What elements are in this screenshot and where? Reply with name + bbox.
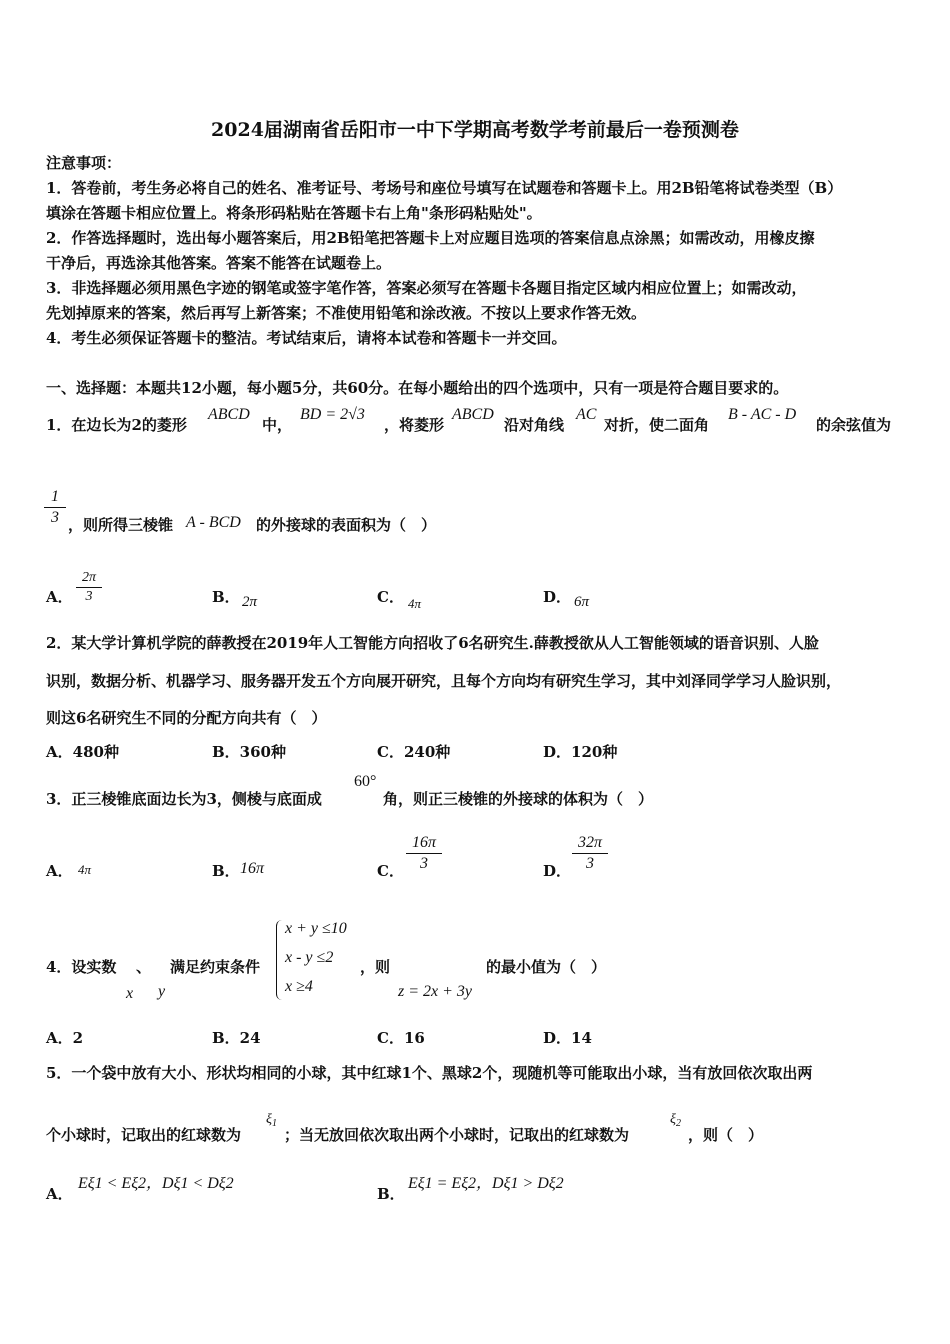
q1-math-bd: BD = 2√3	[300, 406, 365, 423]
notice-line: 干净后，再选涂其他答案。答案不能答在试题卷上。	[46, 254, 392, 272]
q3-math-degree: 60°	[354, 773, 377, 790]
q4-text: 4．设实数	[46, 958, 117, 976]
page-title: 2024届湖南省岳阳市一中下学期高考数学考前最后一卷预测卷	[211, 119, 739, 141]
q4-math-objective: z = 2x + 3y	[398, 983, 473, 1000]
q2-option-c: C．240种	[377, 743, 451, 761]
q1-math-pyramid: A - BCD	[186, 514, 241, 531]
notice-line: 4．考生必须保证答题卡的整洁。考试结束后，请将本试卷和答题卡一并交回。	[46, 329, 567, 347]
q1-fraction	[44, 488, 66, 527]
q1-text: 对折，使二面角	[604, 416, 710, 434]
q1-option-a-label: A．	[46, 588, 73, 606]
constraint-brace	[276, 920, 283, 1000]
fraction-denominator: 3	[51, 509, 59, 526]
q5-text: 5．一个袋中放有大小、形状均相同的小球，其中红球1个、黑球2个，现随机等可能取出小球，当有放回依次取出两	[46, 1064, 813, 1082]
fraction-numerator: 2π	[81, 570, 96, 585]
q1-text: 1．在边长为2的菱形	[46, 416, 187, 434]
q1-text: 的外接球的表面积为（ ）	[256, 516, 437, 534]
q4-option-b: B．24	[212, 1029, 261, 1047]
xi-symbol: ξ	[670, 1112, 676, 1127]
xi-subscript: 2	[676, 1118, 681, 1129]
notice-heading: 注意事项：	[46, 154, 122, 172]
section-heading: 一、选择题：本题共12小题，每小题5分，共60分。在每小题给出的四个选项中，只有一项是符合题目要求的。	[46, 379, 789, 397]
q1-option-c-label: C．	[377, 588, 404, 606]
q3-option-a-value: 4π	[78, 862, 92, 877]
q2-text: 识别，数据分析、机器学习、服务器开发五个方向展开研究，且每个方向均有研究生学习，其中刘泽同学学习人脸识别，	[46, 672, 842, 690]
q3-option-b-value: 16π	[240, 860, 265, 877]
q4-constraint-1: x + y ≤10	[285, 920, 347, 937]
xi-symbol: ξ	[266, 1112, 272, 1127]
q1-option-a-fraction	[76, 570, 102, 605]
q5-math-xi1	[266, 1112, 277, 1129]
q1-math-abcd: ABCD	[208, 406, 250, 423]
q1-option-d-label: D．	[543, 588, 572, 606]
q3-text: 3．正三棱锥底面边长为3，侧棱与底面成	[46, 790, 322, 808]
q4-option-a: A．2	[46, 1029, 84, 1047]
fraction-numerator: 16π	[411, 834, 436, 851]
notice-line: 2．作答选择题时，选出每小题答案后，用2B铅笔把答题卡上对应题目选项的答案信息点涂黑；如需改动，用橡皮擦	[46, 229, 815, 247]
q1-text: ，则所得三棱锥	[68, 516, 174, 534]
q3-text: 角，则正三棱锥的外接球的体积为（ ）	[383, 790, 654, 808]
q4-text: ，则	[360, 958, 391, 976]
q5-option-a-label: A．	[46, 1185, 73, 1203]
q5-text: ，则（ ）	[688, 1126, 764, 1144]
q5-option-b-expr: Eξ1 = Eξ2，Dξ1 > Dξ2	[408, 1175, 564, 1192]
q4-text: 的最小值为（ ）	[486, 958, 607, 976]
q4-option-c: C．16	[377, 1029, 425, 1047]
q1-math-angle: B - AC - D	[728, 406, 797, 423]
q2-text: 2．某大学计算机学院的薛教授在2019年人工智能方向招收了6名研究生.薛教授欲从人工智能领域的语音识别、人脸	[46, 634, 819, 652]
fraction-numerator: 32π	[577, 834, 602, 851]
q3-option-d-label: D．	[543, 862, 572, 880]
q1-text: ，将菱形	[384, 416, 445, 434]
xi-subscript: 1	[272, 1118, 277, 1129]
q5-option-b-label: B．	[377, 1185, 405, 1203]
q5-option-a-expr: Eξ1 < Eξ2，Dξ1 < Dξ2	[78, 1175, 234, 1192]
q2-text: 则这6名研究生不同的分配方向共有（ ）	[46, 709, 327, 727]
q1-text: 中，	[262, 416, 293, 434]
q2-option-d: D．120种	[543, 743, 618, 761]
q2-option-b: B．360种	[212, 743, 286, 761]
q1-math-ac: AC	[576, 406, 597, 423]
notice-line: 填涂在答题卡相应位置上。将条形码粘贴在答题卡右上角"条形码粘贴处"。	[46, 204, 542, 222]
q3-option-c-fraction	[406, 834, 442, 873]
q5-math-xi2	[670, 1112, 681, 1129]
q1-option-d-value: 6π	[574, 594, 590, 610]
q5-text: ；当无放回依次取出两个小球时，记取出的红球数为	[284, 1126, 630, 1144]
q4-option-d: D．14	[543, 1029, 592, 1047]
q5-text: 个小球时，记取出的红球数为	[46, 1126, 242, 1144]
q4-math-y: y	[158, 983, 166, 1000]
q2-option-a: A．480种	[46, 743, 119, 761]
fraction-denominator: 3	[586, 855, 594, 872]
q1-text: 的余弦值为	[816, 416, 892, 434]
q4-constraint-3: x ≥4	[285, 978, 313, 995]
q3-option-a-label: A．	[46, 862, 73, 880]
fraction-denominator: 3	[85, 589, 93, 604]
fraction-numerator: 1	[51, 488, 59, 505]
q4-math-x: x	[126, 985, 134, 1002]
q4-constraint-2: x - y ≤2	[285, 949, 334, 966]
q3-option-d-fraction	[572, 834, 608, 873]
q3-option-c-label: C．	[377, 862, 404, 880]
notice-line: 1．答卷前，考生务必将自己的姓名、准考证号、考场号和座位号填写在试题卷和答题卡上。用2B铅笔将试卷类型（B）	[46, 179, 843, 197]
q1-option-c-value: 4π	[408, 596, 422, 611]
fraction-denominator: 3	[420, 855, 428, 872]
q4-text: 、	[136, 958, 152, 976]
q4-text: 满足约束条件	[170, 958, 261, 976]
q1-text: 沿对角线	[504, 416, 565, 434]
q1-option-b-value: 2π	[242, 594, 258, 610]
q3-option-b-label: B．	[212, 862, 240, 880]
notice-line: 先划掉原来的答案，然后再写上新答案；不准使用铅笔和涂改液。不按以上要求作答无效。	[46, 304, 647, 322]
notice-line: 3．非选择题必须用黑色字迹的钢笔或签字笔作答，答案必须写在答题卡各题目指定区域内相应位置上；如需改动，	[46, 279, 807, 297]
q1-math-abcd: ABCD	[452, 406, 494, 423]
q1-option-b-label: B．	[212, 588, 240, 606]
